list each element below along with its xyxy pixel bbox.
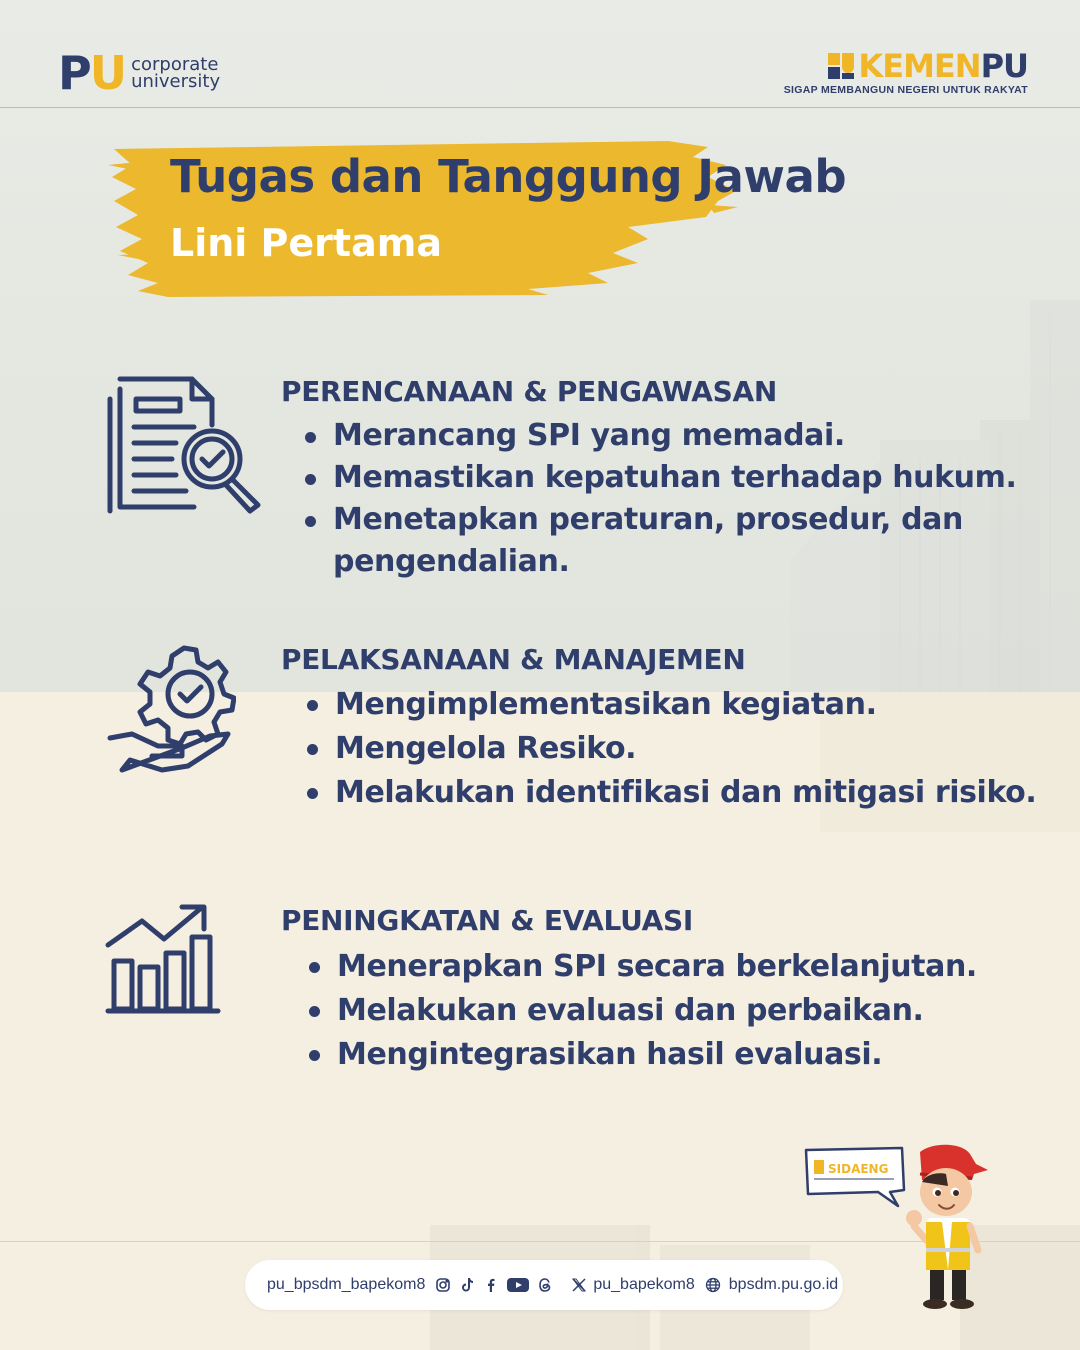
- page-subtitle: Lini Pertama: [170, 221, 442, 265]
- pu-corporate-university-logo: [58, 46, 221, 100]
- social-handle[interactable]: pu_bpsdm_bapekom8: [267, 1276, 426, 1293]
- kemenpu-emblem-icon: [828, 51, 856, 81]
- social-links-bar: [245, 1260, 843, 1310]
- kemenpu-wordmark-pu: PU: [980, 47, 1028, 85]
- sidaeng-badge-text: SIDAENG: [828, 1162, 889, 1176]
- growth-chart-icon: [104, 903, 224, 1015]
- document-search-icon: [106, 375, 266, 515]
- list-item: Melakukan evaluasi dan perbaikan.: [309, 989, 977, 1033]
- section-heading: PELAKSANAAN & MANAJEMEN: [281, 643, 746, 676]
- x-handle[interactable]: pu_bapekom8: [593, 1276, 695, 1293]
- section-list: [305, 415, 1017, 541]
- list-item: Mengintegrasikan hasil evaluasi.: [309, 1033, 977, 1077]
- kemenpu-wordmark-kemen: KEMEN: [858, 47, 981, 85]
- youtube-icon[interactable]: [507, 1277, 529, 1293]
- header-divider: [0, 107, 1080, 108]
- kemenpu-wordmark: [858, 47, 1028, 85]
- section-list: [309, 945, 977, 1077]
- list-item: Mengimplementasikan kegiatan.: [307, 683, 1036, 727]
- pu-subtitle: [131, 56, 220, 90]
- pu-subtitle-line1: corporate: [131, 54, 219, 75]
- pu-subtitle-line2: university: [131, 71, 221, 92]
- gear-hand-icon: [106, 642, 236, 774]
- kemenpu-logo: [783, 47, 1028, 96]
- facebook-icon[interactable]: [483, 1277, 499, 1293]
- kemenpu-tagline: SIGAP MEMBANGUN NEGERI UNTUK RAKYAT: [783, 84, 1028, 96]
- pu-letter-u: U: [89, 46, 126, 100]
- sidaeng-badge: [806, 1148, 904, 1206]
- threads-icon[interactable]: [537, 1277, 553, 1293]
- section-heading: PERENCANAAN & PENGAWASAN: [281, 375, 777, 408]
- list-item: Menerapkan SPI secara berkelanjutan.: [309, 945, 977, 989]
- list-item: Merancang SPI yang memadai.: [305, 415, 1017, 457]
- section-list: [307, 683, 1036, 815]
- list-item: Memastikan kepatuhan terhadap hukum.: [305, 457, 1017, 499]
- sidaeng-mascot: [802, 1140, 992, 1315]
- tiktok-icon[interactable]: [459, 1277, 475, 1293]
- list-item: Mengelola Resiko.: [307, 727, 1036, 771]
- instagram-icon[interactable]: [435, 1277, 451, 1293]
- list-item-continuation: pengendalian.: [333, 544, 570, 579]
- globe-icon: [705, 1277, 721, 1293]
- website-link[interactable]: bpsdm.pu.go.id: [728, 1276, 839, 1293]
- list-item: Menetapkan peraturan, prosedur, dan: [305, 499, 1017, 541]
- x-twitter-icon[interactable]: [571, 1277, 587, 1293]
- pu-letters: [58, 46, 126, 100]
- page-title: Tugas dan Tanggung Jawab: [170, 150, 847, 203]
- list-item: Melakukan identifikasi dan mitigasi risiko.: [307, 771, 1036, 815]
- pu-letter-p: P: [58, 46, 90, 100]
- section-list-continuation: [305, 541, 569, 583]
- section-heading: PENINGKATAN & EVALUASI: [281, 904, 693, 937]
